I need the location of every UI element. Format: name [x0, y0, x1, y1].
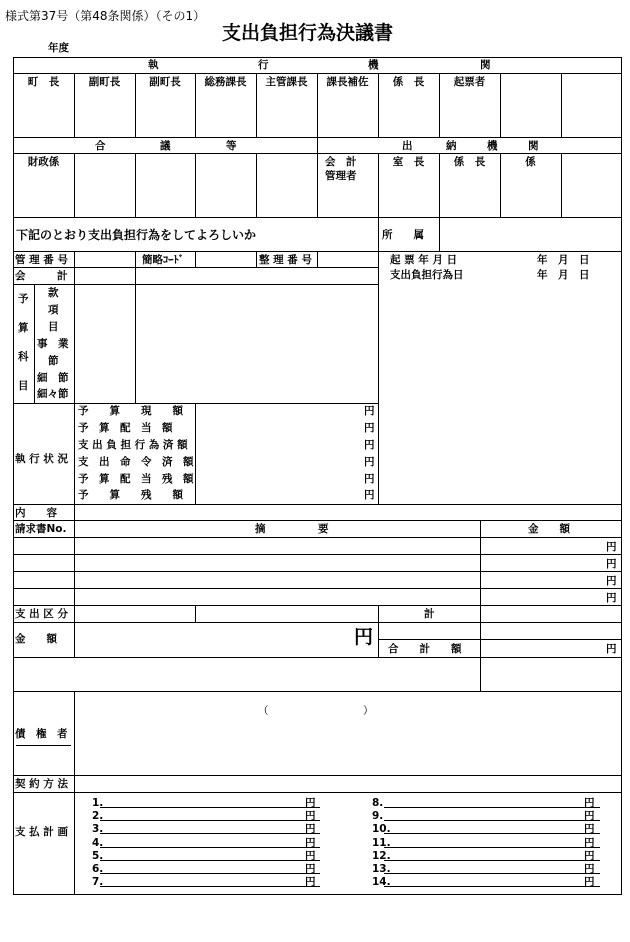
plan-right-11-label: 11. — [372, 836, 391, 849]
budget-subject-char-1: 予 — [18, 293, 29, 305]
contract-method-label: 契 約 方 法 — [15, 778, 68, 790]
role-supervising-chief: 主管課長 — [265, 76, 308, 88]
contract-method-field[interactable] — [76, 776, 620, 791]
plan-right-12-yen: 円 — [584, 849, 595, 862]
plan-left-3-line[interactable] — [100, 833, 320, 834]
department-label: 所 属 — [382, 229, 424, 241]
plan-left-2-label: 2. — [92, 810, 104, 823]
budget-item-setsu: 節 — [48, 355, 59, 367]
exec-status-5: 予 算 配 当 残 額 — [78, 473, 194, 485]
plan-right-9-label: 9. — [372, 810, 384, 823]
finance-clerk: 財政係 — [27, 156, 60, 168]
plan-left-3-yen: 円 — [305, 823, 316, 836]
plan-left-1-line[interactable] — [100, 807, 320, 808]
mgmt-no-label: 管 理 番 号 — [15, 254, 68, 266]
invoice-yen-3: 円 — [606, 575, 617, 587]
plan-left-6-line[interactable] — [100, 873, 320, 874]
grand-total-label: 合 計 額 — [388, 643, 462, 655]
accounting-manager-2: 管理者 — [325, 170, 357, 182]
plan-right-12-line[interactable] — [384, 860, 600, 861]
plan-right-14-label: 14. — [372, 876, 391, 889]
exec-status-1: 予 算 現 額 — [78, 405, 183, 417]
creditor-paren: （ ） — [258, 705, 374, 717]
plan-left-4-label: 4. — [92, 836, 104, 849]
accounting-manager-1: 会 計 — [325, 156, 357, 168]
subtotal-label: 計 — [424, 608, 435, 620]
exec-status-yen-4: 円 — [364, 456, 375, 468]
plan-right-14-line[interactable] — [384, 886, 600, 887]
creditor-field[interactable] — [76, 693, 620, 773]
budget-subject-char-3: 科 — [18, 351, 29, 363]
exec-status-2: 予 算 配 当 額 — [78, 422, 173, 434]
plan-left-1-label: 1. — [92, 797, 104, 809]
exec-header-3: 機 — [368, 59, 379, 71]
plan-left-6-yen: 円 — [305, 863, 316, 875]
plan-right-8-yen: 円 — [584, 797, 595, 809]
role-section-chief: 係 長 — [392, 76, 425, 88]
creditor-label: 債 権 者 — [15, 728, 68, 740]
plan-right-8-label: 8. — [372, 797, 384, 809]
plan-left-3-label: 3. — [92, 823, 104, 836]
amount-label: 金 額 — [15, 633, 57, 645]
invoice-no-label: 請求書No. — [15, 523, 67, 535]
treasury-section-chief: 係 長 — [453, 156, 486, 168]
exec-status-3: 支 出 負 担 行 為 済 額 — [78, 439, 188, 451]
plan-right-13-yen: 円 — [584, 863, 595, 875]
plan-left-5-label: 5. — [92, 849, 104, 862]
exec-header-1: 執 — [148, 59, 159, 71]
budget-item-saisaisetsu: 細々節 — [37, 388, 69, 400]
plan-left-7-line[interactable] — [100, 886, 320, 887]
summary-label: 摘 要 — [255, 523, 329, 535]
exec-status-label: 執 行 状 況 — [15, 453, 68, 465]
treasury-header-3: 機 — [487, 140, 498, 152]
amount-header: 金 額 — [528, 523, 570, 535]
treasury-room-chief: 室 長 — [392, 156, 425, 168]
role-general-affairs: 総務課長 — [204, 76, 247, 88]
exec-status-yen-6: 円 — [364, 489, 375, 501]
draft-date-label: 起 票 年 月 日 — [390, 254, 458, 266]
plan-left-5-yen: 円 — [305, 849, 316, 862]
budget-item-moku: 目 — [48, 321, 59, 333]
request-text: 下記のとおり支出負担行為をしてよろしいか — [16, 228, 257, 242]
exec-header-2: 行 — [258, 59, 269, 71]
content-field[interactable] — [75, 505, 621, 520]
plan-right-10-line[interactable] — [384, 833, 600, 834]
plan-right-9-line[interactable] — [384, 820, 600, 821]
exec-status-yen-5: 円 — [364, 473, 375, 485]
obligation-date-label: 支出負担行為日 — [390, 269, 464, 281]
plan-right-9-yen: 円 — [584, 810, 595, 823]
plan-right-14-yen: 円 — [584, 876, 595, 889]
content-label: 内 容 — [15, 507, 57, 519]
plan-left-4-line[interactable] — [100, 847, 320, 848]
exec-status-4: 支 出 命 令 済 額 — [78, 456, 194, 468]
council-header-3: 等 — [226, 140, 237, 152]
plan-right-13-label: 13. — [372, 863, 391, 875]
draft-date-unit: 年 月 日 — [537, 254, 590, 266]
treasury-header-2: 納 — [446, 140, 457, 152]
plan-left-6-label: 6. — [92, 863, 104, 875]
plan-left-5-line[interactable] — [100, 860, 320, 861]
department-field[interactable] — [440, 218, 621, 250]
amount-field[interactable] — [76, 624, 356, 656]
amount-yen-large: 円 — [354, 626, 374, 648]
invoice-yen-4: 円 — [606, 592, 617, 604]
treasury-header-4: 関 — [528, 140, 539, 152]
exec-header-4: 関 — [480, 59, 491, 71]
invoice-yen-2: 円 — [606, 558, 617, 570]
plan-right-10-label: 10. — [372, 823, 391, 836]
ref-no-label: 整 理 番 号 — [259, 254, 312, 266]
role-mayor: 町 長 — [27, 76, 60, 88]
plan-right-12-label: 12. — [372, 849, 391, 862]
obligation-date-unit: 年 月 日 — [537, 269, 590, 281]
abbrev-code-label: 簡略ｺｰﾄﾞ — [142, 254, 184, 266]
plan-right-13-line[interactable] — [384, 873, 600, 874]
role-deputy-mayor-2: 副町長 — [149, 76, 181, 88]
fiscal-year-label: 年度 — [48, 42, 69, 54]
grand-total-yen: 円 — [606, 643, 617, 655]
role-deputy-mayor-1: 副町長 — [88, 76, 121, 88]
plan-left-1-yen: 円 — [305, 797, 316, 809]
budget-item-kan: 款 — [48, 287, 59, 299]
exec-status-yen-2: 円 — [364, 422, 375, 434]
plan-right-11-line[interactable] — [384, 847, 600, 848]
plan-left-2-yen: 円 — [305, 810, 316, 823]
exec-status-yen-3: 円 — [364, 439, 375, 451]
role-drafter: 起票者 — [453, 76, 486, 88]
plan-right-11-yen: 円 — [584, 836, 595, 849]
budget-subject-char-4: 目 — [18, 380, 29, 392]
payment-type-label: 支 出 区 分 — [15, 608, 68, 620]
payment-plan-label: 支 払 計 画 — [15, 826, 68, 838]
form-code: 様式第37号（第48条関係）（その1） — [5, 9, 206, 23]
budget-item-jigyou: 事 業 — [37, 338, 69, 350]
treasury-header-1: 出 — [402, 140, 413, 152]
plan-right-10-yen: 円 — [584, 823, 595, 836]
accounting-label: 会 計 — [15, 270, 68, 282]
plan-left-2-line[interactable] — [100, 820, 320, 821]
exec-status-yen-1: 円 — [364, 405, 375, 417]
invoice-yen-1: 円 — [606, 541, 617, 553]
role-assistant-chief: 課長補佐 — [326, 76, 369, 88]
plan-left-7-label: 7. — [92, 876, 104, 889]
budget-item-kou: 項 — [48, 304, 59, 316]
council-header-2: 議 — [160, 140, 171, 152]
form-title: 支出負担行為決議書 — [222, 22, 394, 44]
plan-right-8-line[interactable] — [384, 807, 600, 808]
plan-left-7-yen: 円 — [305, 876, 316, 889]
treasury-clerk: 係 — [525, 156, 536, 168]
exec-status-6: 予 算 残 額 — [78, 489, 183, 501]
council-header-1: 合 — [95, 140, 106, 152]
plan-left-4-yen: 円 — [305, 836, 316, 849]
budget-item-saisetsu: 細 節 — [37, 372, 69, 384]
budget-subject-char-2: 算 — [18, 322, 29, 334]
